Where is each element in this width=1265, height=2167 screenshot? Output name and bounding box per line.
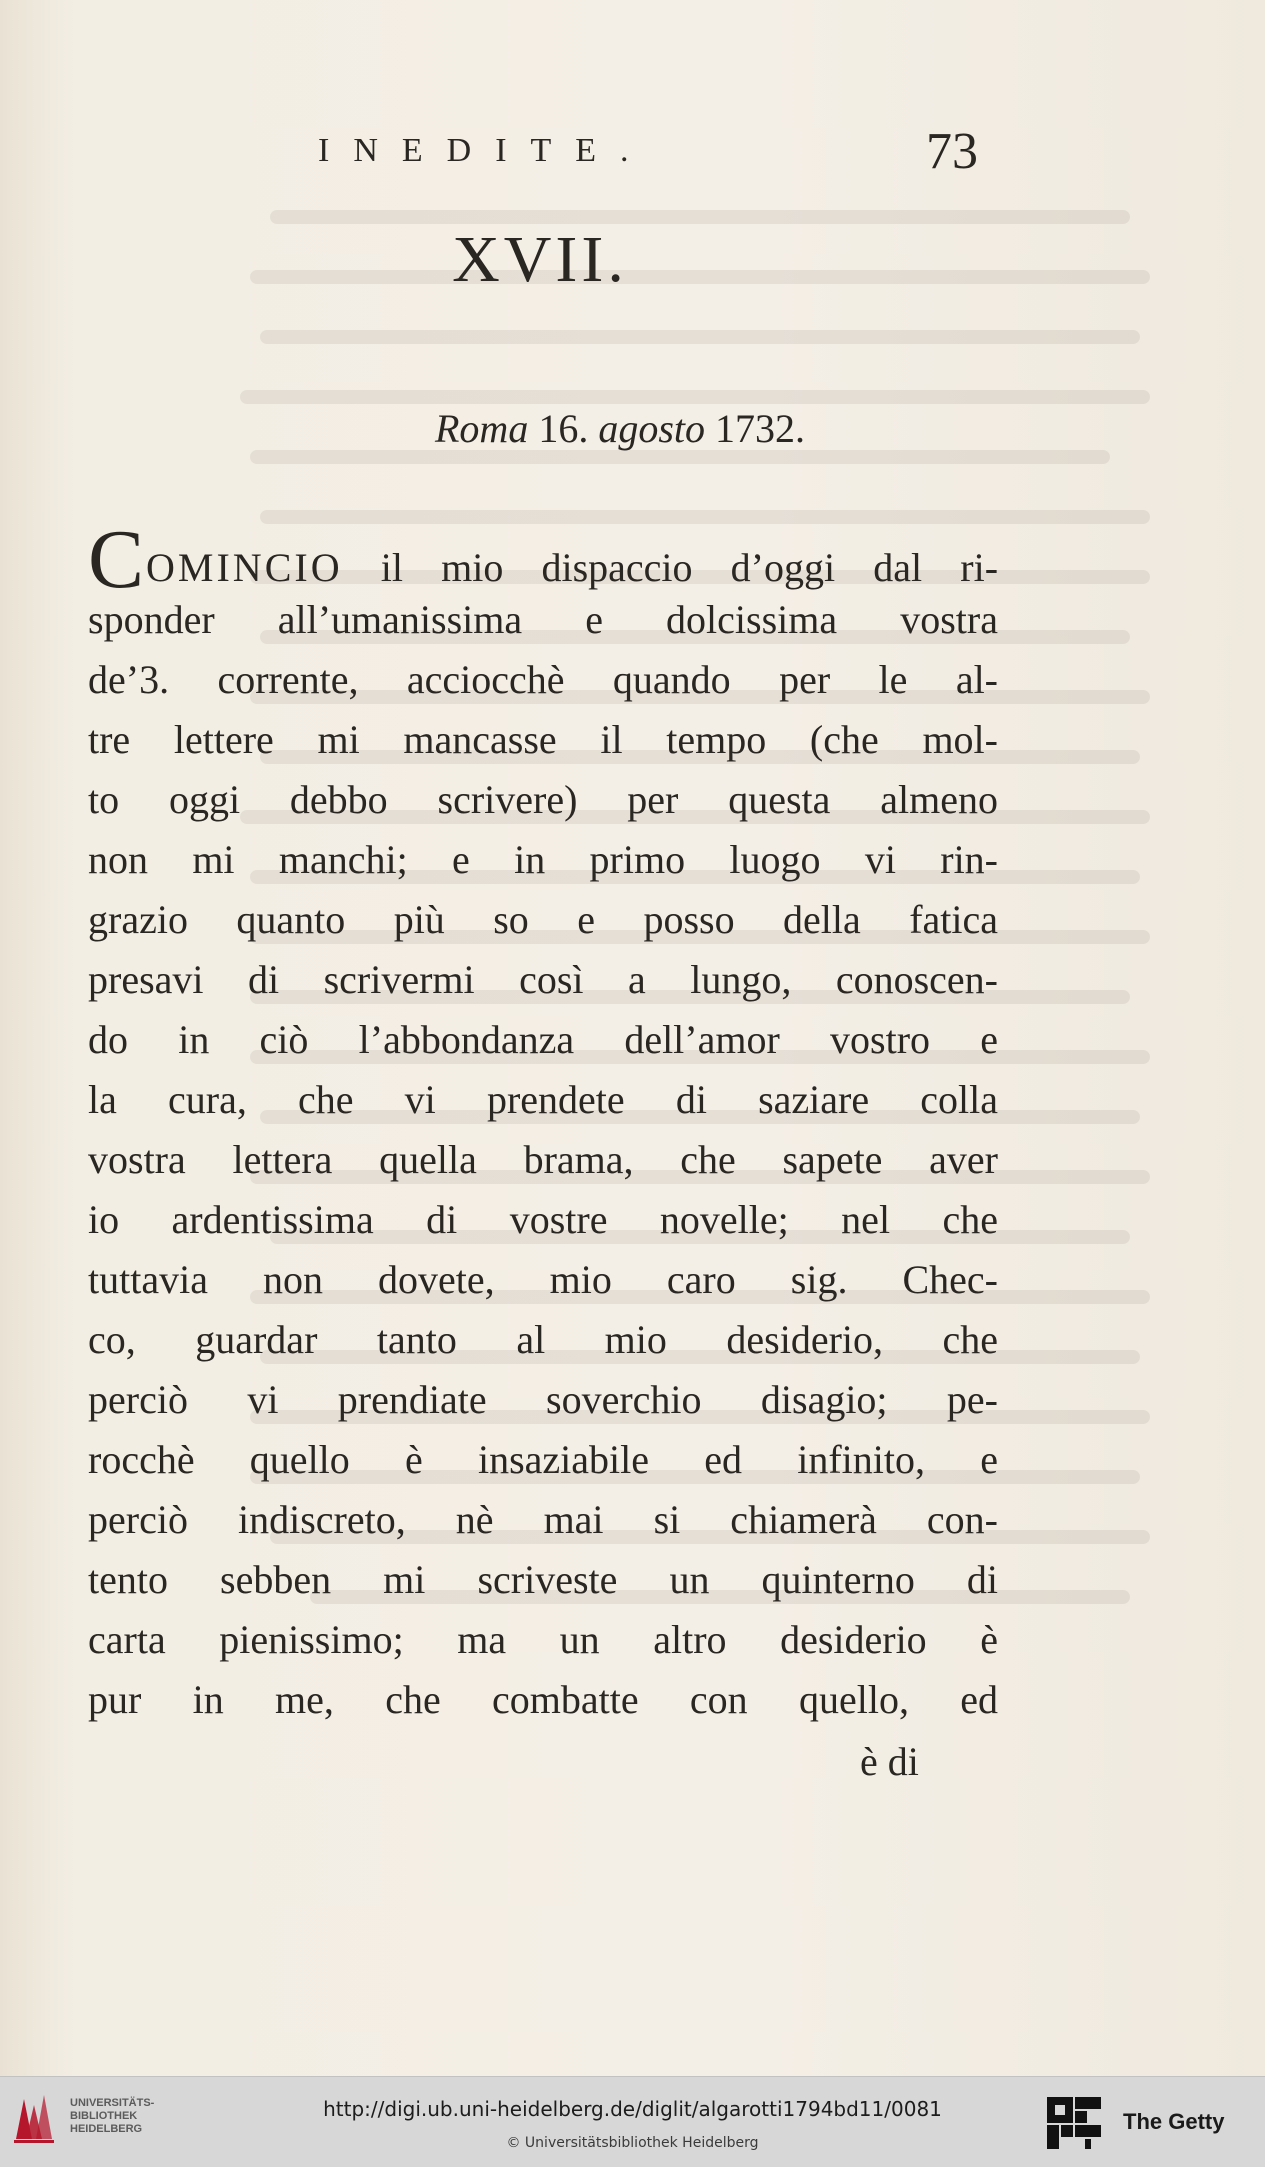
body-line: non mi manchi; e in primo luogo vi rin-: [88, 837, 998, 882]
first-line-text: il mio dispaccio d’oggi dal ri-: [380, 545, 999, 590]
dateline-place: Roma: [435, 406, 529, 451]
catchword: è di: [860, 1739, 919, 1784]
getty-logo[interactable]: [1045, 2095, 1245, 2151]
running-head: INEDITE.: [318, 132, 653, 169]
body-line: rocchè quello è insaziabile ed infinito, e: [88, 1437, 998, 1482]
first-word-smallcaps: OMINCIO: [146, 545, 343, 590]
body-line: do in ciò l’abbondanza dell’amor vostro e: [88, 1017, 998, 1062]
body-line: perciò indiscreto, nè mai si chiamerà con-: [88, 1497, 998, 1542]
body-line: sponder all’umanissima e dolcissima vostra: [88, 597, 998, 642]
letter-number-heading: XVII.: [452, 223, 628, 296]
partner-name: The Getty: [1123, 2109, 1225, 2134]
dateline-month: agosto: [598, 406, 706, 451]
library-name-line: HEIDELBERG: [70, 2123, 143, 2135]
dropcap: C: [88, 513, 145, 606]
body-line: de’3. corrente, acciocchè quando per le al-: [88, 657, 998, 702]
permalink-url[interactable]: http://digi.ub.uni-heidelberg.de/diglit/algarotti1794bd11/0081: [323, 2097, 942, 2121]
letter-body: [88, 513, 999, 1730]
dateline: [435, 405, 805, 452]
body-line: la cura, che vi prendete di saziare colla: [88, 1077, 998, 1122]
body-line: tento sebben mi scriveste un quinterno di: [88, 1557, 998, 1602]
body-line: pur in me, che combatte con quello, ed: [88, 1677, 998, 1722]
body-line: vostra lettera quella brama, che sapete aver: [88, 1137, 998, 1182]
body-line: to oggi debbo scrivere) per questa almeno: [88, 777, 998, 822]
body-line: co, guardar tanto al mio desiderio, che: [88, 1317, 998, 1362]
body-line-first: [88, 513, 999, 606]
viewer-footer: [0, 2076, 1265, 2167]
body-line: grazio quanto più so e posso della fatica: [88, 897, 998, 942]
dateline-year: 1732.: [715, 406, 806, 451]
library-name-line: BIBLIOTHEK: [70, 2110, 138, 2122]
dateline-day: 16.: [538, 406, 589, 451]
body-line: carta pienissimo; ma un altro desiderio è: [88, 1617, 998, 1662]
getty-logo-icon: [1045, 2095, 1103, 2151]
body-line: tuttavia non dovete, mio caro sig. Chec-: [88, 1257, 998, 1302]
body-line: perciò vi prendiate soverchio disagio; pe-: [88, 1377, 998, 1422]
page-number: 73: [926, 123, 978, 180]
body-line: io ardentissima di vostre novelle; nel che: [88, 1197, 998, 1242]
body-line: tre lettere mi mancasse il tempo (che mol-: [88, 717, 998, 762]
body-line: presavi di scrivermi così a lungo, conoscen-: [88, 957, 998, 1002]
copyright-notice: © Universitätsbibliothek Heidelberg: [506, 2135, 759, 2151]
library-name-line: UNIVERSITÄTS-: [70, 2097, 155, 2109]
